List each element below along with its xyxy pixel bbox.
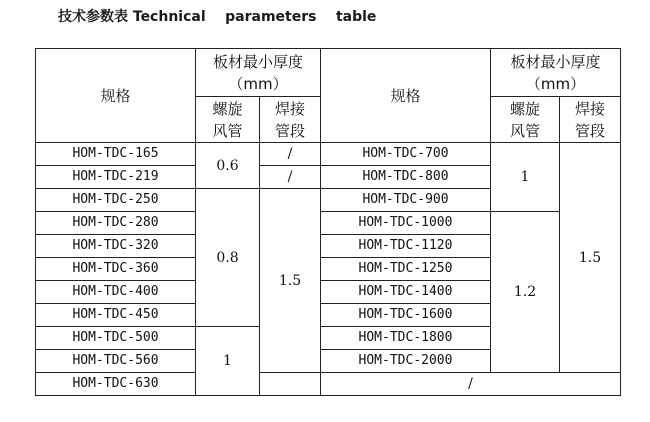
header-spec-left: 规格 — [36, 49, 196, 143]
left-welded-cell: 1.5 — [260, 189, 321, 373]
right-model-cell: HOM-TDC-2000 — [321, 350, 491, 373]
header-welded-line2: 管段 — [274, 121, 305, 140]
left-model-cell: HOM-TDC-630 — [36, 373, 196, 396]
left-welded-cell-empty — [260, 373, 321, 396]
left-spiral-cell: 0.6 — [196, 143, 260, 189]
header-spiral-line1: 螺旋 — [509, 99, 540, 118]
header-min-thickness-left — [196, 49, 321, 97]
right-model-cell: HOM-TDC-700 — [321, 143, 491, 166]
header-spiral-duct-right — [491, 97, 560, 143]
left-model-cell: HOM-TDC-360 — [36, 258, 196, 281]
left-welded-cell: / — [260, 166, 321, 189]
header-min-thickness-label: 板材最小厚度 — [510, 52, 601, 71]
right-model-cell: HOM-TDC-1120 — [321, 235, 491, 258]
header-unit-label: （mm） — [525, 74, 586, 93]
header-spiral-line1: 螺旋 — [212, 99, 243, 118]
header-unit-label: （mm） — [228, 74, 288, 93]
right-welded-cell: 1.5 — [560, 143, 621, 373]
right-model-cell: HOM-TDC-1000 — [321, 212, 491, 235]
right-model-cell: HOM-TDC-1250 — [321, 258, 491, 281]
header-spiral-duct-left — [196, 97, 260, 143]
header-min-thickness-label: 板材最小厚度 — [212, 52, 303, 71]
right-spiral-cell: 1 — [491, 143, 560, 212]
left-model-cell: HOM-TDC-400 — [36, 281, 196, 304]
left-welded-cell: / — [260, 143, 321, 166]
left-model-cell: HOM-TDC-165 — [36, 143, 196, 166]
header-welded-line1: 焊接 — [274, 99, 305, 118]
header-welded-line1: 焊接 — [574, 99, 605, 118]
right-model-cell: HOM-TDC-1600 — [321, 304, 491, 327]
left-model-cell: HOM-TDC-280 — [36, 212, 196, 235]
right-model-cell: HOM-TDC-1400 — [321, 281, 491, 304]
header-welded-line2: 管段 — [574, 121, 605, 140]
page-title: 技术参数表 Technical parameters table — [58, 9, 377, 25]
header-min-thickness-right — [491, 49, 621, 97]
right-empty-row: / — [321, 373, 621, 396]
header-spiral-line2: 风管 — [212, 121, 243, 140]
header-spiral-line2: 风管 — [509, 121, 540, 140]
header-spec-right: 规格 — [321, 49, 491, 143]
left-spiral-cell: 1 — [196, 327, 260, 396]
header-welded-section-left — [260, 97, 321, 143]
right-model-cell: HOM-TDC-800 — [321, 166, 491, 189]
left-model-cell: HOM-TDC-250 — [36, 189, 196, 212]
right-model-cell: HOM-TDC-1800 — [321, 327, 491, 350]
technical-parameters-table — [35, 48, 621, 396]
left-spiral-cell: 0.8 — [196, 189, 260, 327]
left-model-cell: HOM-TDC-560 — [36, 350, 196, 373]
left-model-cell: HOM-TDC-450 — [36, 304, 196, 327]
right-model-cell: HOM-TDC-900 — [321, 189, 491, 212]
header-welded-section-right — [560, 97, 621, 143]
left-model-cell: HOM-TDC-219 — [36, 166, 196, 189]
left-model-cell: HOM-TDC-320 — [36, 235, 196, 258]
left-model-cell: HOM-TDC-500 — [36, 327, 196, 350]
right-spiral-cell: 1.2 — [491, 212, 560, 373]
